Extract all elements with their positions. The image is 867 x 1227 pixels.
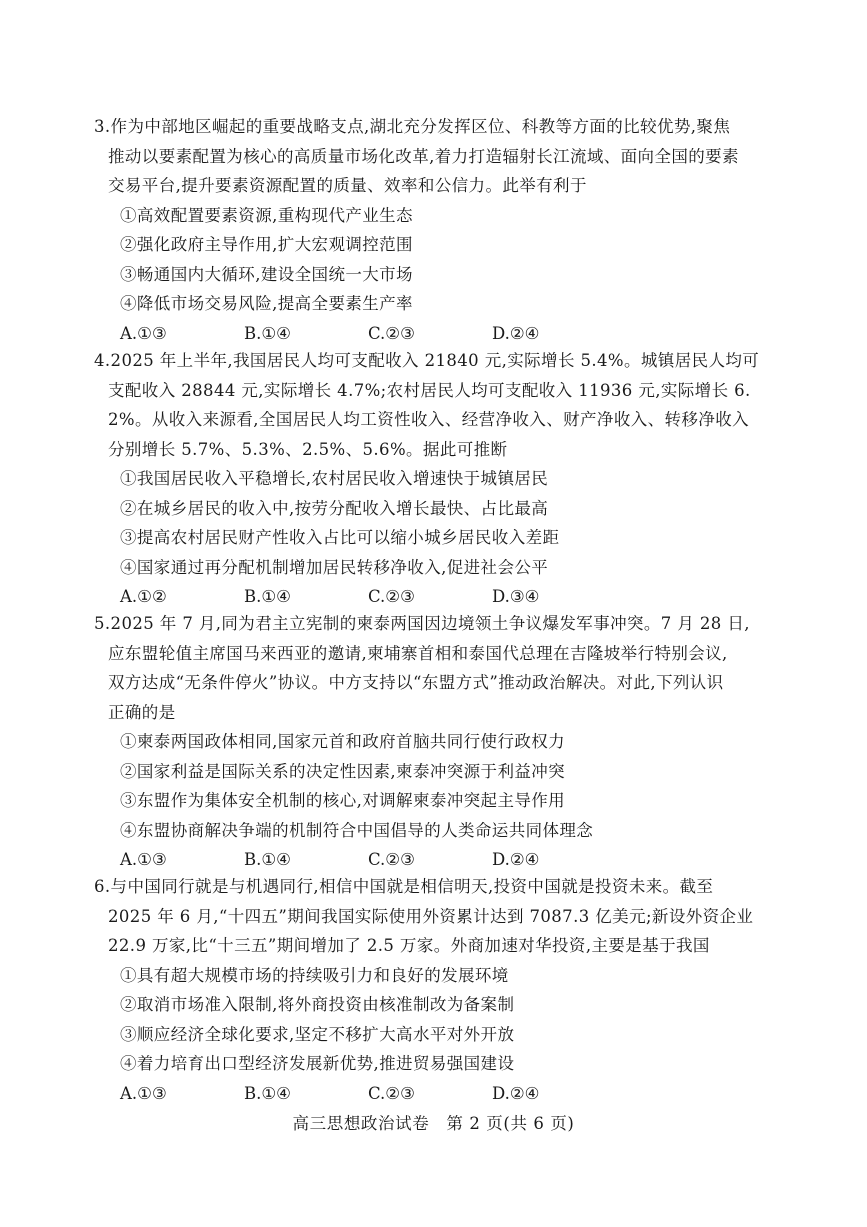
answer-choices	[108, 845, 768, 875]
choice-a: A.①③	[120, 323, 167, 343]
statement-4: ④着力培育出口型经济发展新优势,推进贸易强国建设	[120, 1054, 515, 1073]
choice-b: B.①④	[244, 587, 291, 606]
statement-3: ③畅通国内大循环,建设全国统一大市场	[120, 264, 413, 284]
statement-2: ②强化政府主导作用,扩大宏观调控范围	[120, 235, 413, 254]
choice-c: C.②③	[368, 850, 415, 869]
choice-d: D.③④	[492, 587, 540, 606]
statement-4: ④东盟协商解决争端的机制符合中国倡导的人类命运共同体理念	[120, 820, 594, 840]
question-4	[94, 346, 768, 612]
question-stem-line: 支配收入 28844 元,实际增长 4.7%;农村居民人均可支配收入 11936 元,实际增长 6.	[108, 380, 751, 400]
choice-a: A.①②	[120, 587, 167, 606]
question-stem-line: 5.2025 年 7 月,同为君主立宪制的柬泰两国因边境领土争议爆发军事冲突。7 月 28 日,	[94, 614, 750, 633]
choice-d: D.②④	[492, 323, 540, 343]
choice-d: D.②④	[492, 850, 540, 869]
choice-b: B.①④	[244, 850, 291, 869]
question-stem-line: 推动以要素配置为核心的高质量市场化改革,着力打造辐射长江流域、面向全国的要素	[108, 146, 739, 166]
choice-d: D.②④	[492, 1083, 540, 1103]
question-6	[94, 872, 768, 1108]
statement-1: ①具有超大规模市场的持续吸引力和良好的发展环境	[120, 965, 509, 985]
question-stem-line: 2%。从收入来源看,全国居民人均工资性收入、经营净收入、财产净收入、转移净收入	[108, 410, 750, 429]
question-stem-line: 2025 年 6 月,“十四五”期间我国实际使用外资累计达到 7087.3 亿美元;新设外资企业	[108, 906, 754, 926]
statement-3: ③提高农村居民财产性收入占比可以缩小城乡居民收入差距	[120, 528, 560, 547]
statement-2: ②在城乡居民的收入中,按劳分配收入增长最快、占比最高	[120, 498, 549, 518]
choice-c: C.②③	[368, 1083, 415, 1103]
question-5	[94, 609, 768, 875]
statement-4: ④国家通过再分配机制增加居民转移净收入,促进社会公平	[120, 557, 549, 577]
question-stem-line: 交易平台,提升要素资源配置的质量、效率和公信力。此举有利于	[108, 176, 587, 195]
choice-a: A.①③	[120, 850, 167, 869]
question-stem-line: 双方达成“无条件停火”协议。中方支持以“东盟方式”推动政治解决。对此,下列认识	[108, 673, 724, 692]
statement-3: ③东盟作为集体安全机制的核心,对调解柬泰冲突起主导作用	[120, 791, 566, 810]
statement-2: ②取消市场准入限制,将外商投资由核准制改为备案制	[120, 995, 515, 1014]
page-footer: 高三思想政治试卷 第 2 页(共 6 页)	[292, 1114, 575, 1133]
question-stem-line: 正确的是	[108, 702, 176, 722]
choice-a: A.①③	[120, 1083, 167, 1103]
choice-c: C.②③	[368, 323, 415, 343]
statement-3: ③顺应经济全球化要求,坚定不移扩大高水平对外开放	[120, 1024, 515, 1044]
answer-choices	[108, 319, 768, 349]
question-stem-line: 4.2025 年上半年,我国居民人均可支配收入 21840 元,实际增长 5.4%。城镇居民人均可	[94, 351, 760, 370]
question-stem-line: 22.9 万家,比“十三五”期间增加了 2.5 万家。外商加速对华投资,主要是基于我国	[108, 936, 710, 955]
choice-b: B.①④	[244, 1083, 291, 1103]
statement-1: ①我国居民收入平稳增长,农村居民收入增速快于城镇居民	[120, 469, 549, 488]
question-stem-line: 3.作为中部地区崛起的重要战略支点,湖北充分发挥区位、科教等方面的比较优势,聚焦	[94, 117, 731, 136]
statement-1: ①高效配置要素资源,重构现代产业生态	[120, 205, 413, 225]
choice-c: C.②③	[368, 587, 415, 606]
question-stem-line: 分别增长 5.7%、5.3%、2.5%、5.6%。据此可推断	[108, 439, 508, 459]
statement-2: ②国家利益是国际关系的决定性因素,柬泰冲突源于利益冲突	[120, 761, 566, 781]
question-3	[94, 112, 768, 348]
statement-4: ④降低市场交易风险,提高全要素生产率	[120, 294, 413, 313]
statement-1: ①柬泰两国政体相同,国家元首和政府首脑共同行使行政权力	[120, 732, 566, 751]
choice-b: B.①④	[244, 323, 291, 343]
answer-choices	[108, 1079, 768, 1109]
question-stem-line: 应东盟轮值主席国马来西亚的邀请,柬埔寨首相和泰国代总理在吉隆坡举行特别会议,	[108, 643, 728, 663]
question-stem-line: 6.与中国同行就是与机遇同行,相信中国就是相信明天,投资中国就是投资未来。截至	[94, 877, 714, 896]
answer-choices	[108, 582, 768, 612]
